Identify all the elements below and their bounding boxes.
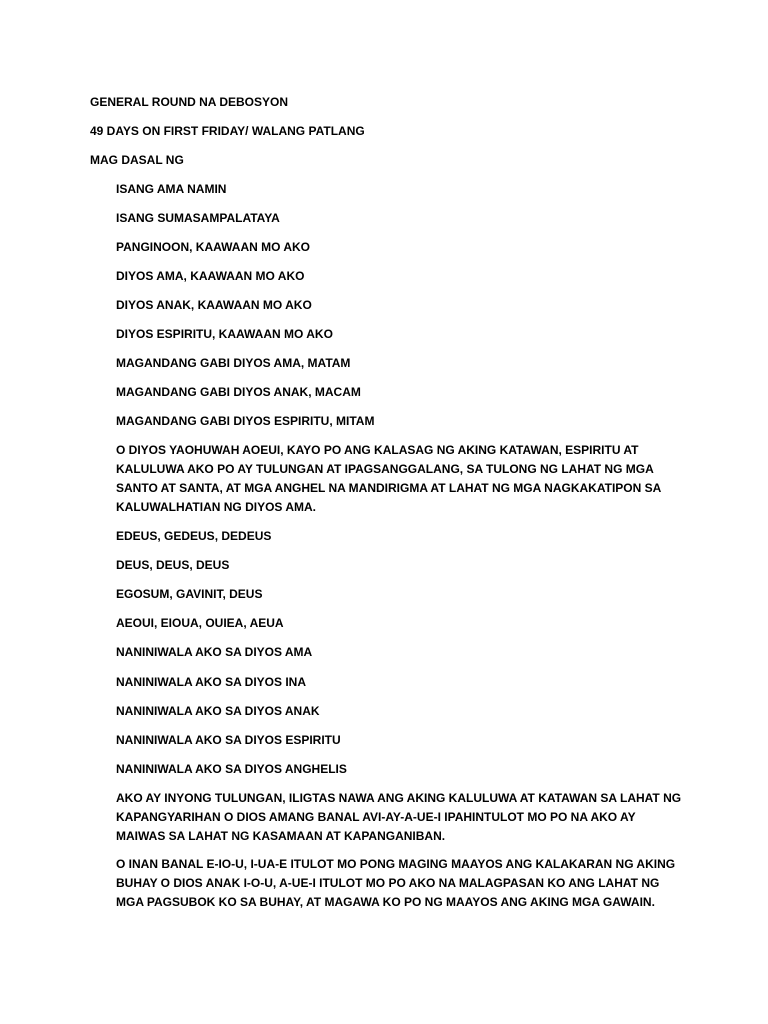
prayer-item: EGOSUM, GAVINIT, DEUS	[116, 587, 263, 601]
paragraph-line: AKO AY INYONG TULUNGAN, ILIGTAS NAWA ANG AKING KALULUWA AT KATAWAN SA LAHAT NG	[116, 791, 682, 805]
prayer-item: ISANG SUMASAMPALATAYA	[116, 211, 280, 225]
prayer-item: ISANG AMA NAMIN	[116, 182, 227, 196]
prayer-item: NANINIWALA AKO SA DIYOS ANGHELIS	[116, 762, 347, 776]
prayer-item: AEOUI, EIOUA, OUIEA, AEUA	[116, 616, 284, 630]
paragraph-line: MAIWAS SA LAHAT NG KASAMAAN AT KAPANGANIBAN.	[116, 829, 446, 843]
paragraph-line: O DIYOS YAOHUWAH AOEUI, KAYO PO ANG KALASAG NG AKING KATAWAN, ESPIRITU AT	[116, 443, 639, 457]
prayer-item: EDEUS, GEDEUS, DEDEUS	[116, 529, 272, 543]
paragraph-line: O INAN BANAL E-IO-U, I-UA-E ITULOT MO PONG MAGING MAAYOS ANG KALAKARAN NG AKING	[116, 857, 676, 871]
prayer-item: NANINIWALA AKO SA DIYOS AMA	[116, 645, 313, 659]
prayer-item: MAGANDANG GABI DIYOS AMA, MATAM	[116, 356, 351, 370]
paragraph-line: KALUWALHATIAN NG DIYOS AMA.	[116, 500, 316, 514]
paragraph-line: SANTO AT SANTA, AT MGA ANGHEL NA MANDIRIGMA AT LAHAT NG MGA NAGKAKATIPON SA	[116, 481, 662, 495]
document-instruction: MAG DASAL NG	[90, 153, 184, 167]
prayer-item: PANGINOON, KAAWAAN MO AKO	[116, 240, 310, 254]
prayer-item: MAGANDANG GABI DIYOS ESPIRITU, MITAM	[116, 414, 375, 428]
document-title: GENERAL ROUND NA DEBOSYON	[90, 95, 289, 109]
prayer-item: DIYOS ANAK, KAAWAAN MO AKO	[116, 298, 312, 312]
document-subtitle: 49 DAYS ON FIRST FRIDAY/ WALANG PATLANG	[90, 124, 365, 138]
prayer-item: NANINIWALA AKO SA DIYOS ANAK	[116, 704, 320, 718]
prayer-item: DEUS, DEUS, DEUS	[116, 558, 230, 572]
paragraph-line: KAPANGYARIHAN O DIOS AMANG BANAL AVI-AY-A-UE-I IPAHINTULOT MO PO NA AKO AY	[116, 810, 636, 824]
prayer-item: DIYOS ESPIRITU, KAAWAAN MO AKO	[116, 327, 333, 341]
prayer-item: NANINIWALA AKO SA DIYOS ESPIRITU	[116, 733, 341, 747]
paragraph-line: KALULUWA AKO PO AY TULUNGAN AT IPAGSANGGALANG, SA TULONG NG LAHAT NG MGA	[116, 462, 654, 476]
paragraph-line: BUHAY O DIOS ANAK I-O-U, A-UE-I ITULOT MO PO AKO NA MALAGPASAN KO ANG LAHAT NG	[116, 876, 660, 890]
prayer-item: MAGANDANG GABI DIYOS ANAK, MACAM	[116, 385, 361, 399]
prayer-item: NANINIWALA AKO SA DIYOS INA	[116, 675, 307, 689]
prayer-item: DIYOS AMA, KAAWAAN MO AKO	[116, 269, 305, 283]
paragraph-line: MGA PAGSUBOK KO SA BUHAY, AT MAGAWA KO PO NG MAAYOS ANG AKING MGA GAWAIN.	[116, 895, 655, 909]
